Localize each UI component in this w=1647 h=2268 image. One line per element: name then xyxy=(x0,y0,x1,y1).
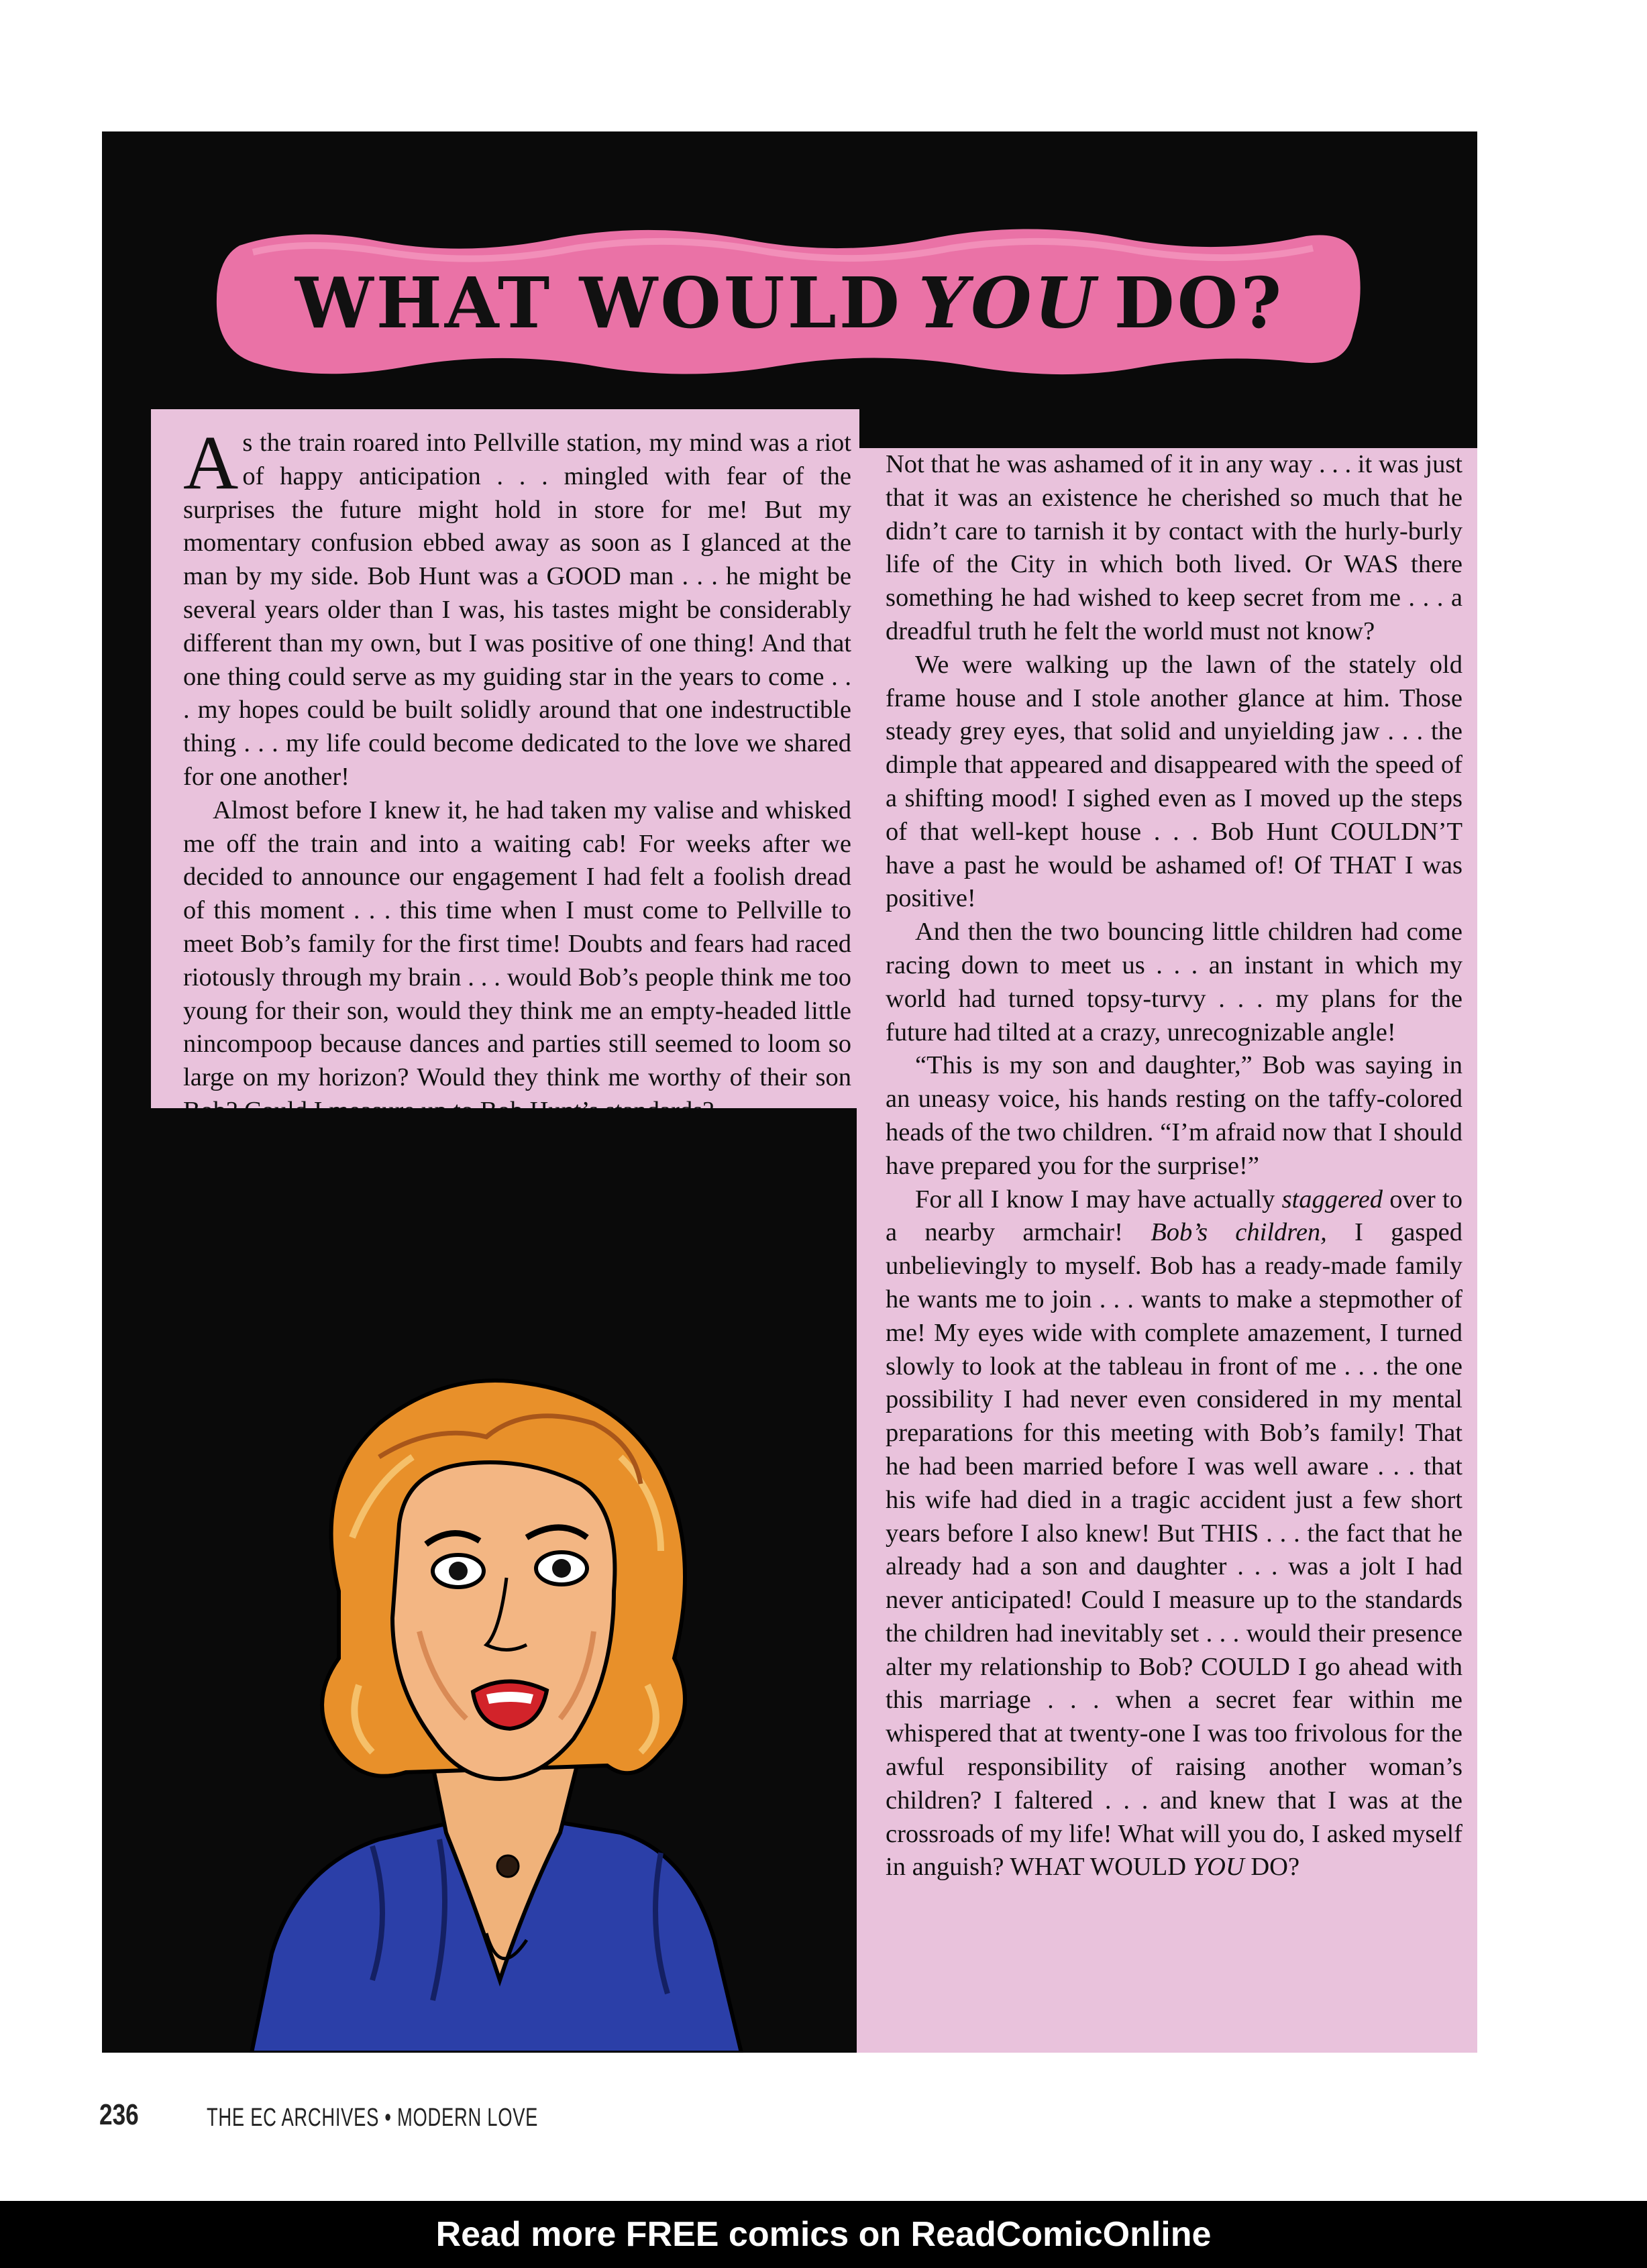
page-number: 236 xyxy=(99,2098,139,2131)
title-emphasis: YOU xyxy=(918,261,1098,344)
book-title: THE EC ARCHIVES • MODERN LOVE xyxy=(207,2104,539,2132)
pendant xyxy=(497,1855,519,1877)
woman-portrait-illustration xyxy=(151,1108,857,2053)
story-panel xyxy=(102,131,1477,2053)
drop-cap: A xyxy=(183,420,239,505)
story-column-left xyxy=(151,409,859,1108)
promo-banner-text[interactable]: Read more FREE comics on ReadComicOnline xyxy=(435,2215,1212,2254)
title-banner xyxy=(213,219,1367,386)
page-title xyxy=(213,219,1367,386)
title-before: WHAT WOULD xyxy=(295,261,902,344)
promo-banner[interactable] xyxy=(0,2201,1647,2268)
story-paragraph xyxy=(183,420,851,794)
page-footer xyxy=(99,2098,539,2132)
story-paragraph-final: For all I know I may have actually staggered over to a nearby armchair! Bob’s children, I gasped unbelievingly to myself. Bob has a ready-made family he wants me to join . . . wants to make a stepmother of me! My eyes wide with complete amazement, I turned slowly to look at the tableau in front of me . . . the one possibility I had never even considered in my mental preparations for this meeting with Bob’s family! That he had been married before I was well aware . . . that his wife had died in a tragic accident just a few short years before I also knew! But THIS . . . the fact that he already had a son and daughter . . . was a jolt I had never anticipated! Could I measure up to the standards the children had inevitably set . . . would their presence alter my relationship to Bob? COULD I go ahead with this marriage . . . when a secret fear within me whispered that at twenty-one I was too frivolous for the awful responsibility of raising another woman’s children? I faltered . . . and knew that I was at the crossroads of my life! What will you do, I asked myself in anguish? WHAT WOULD YOU DO? xyxy=(886,1185,1463,1882)
story-paragraph: We were walking up the lawn of the stately old frame house and I stole another glance at him. Those steady grey eyes, that solid and unyielding jaw . . . the dimple that appeared and disappeared with the speed of a shifting mood! I sighed even as I moved up the steps of that well-kept house . . . Bob Hunt COULDN’T have a past he would be ashamed of! Of THAT I was positive! xyxy=(886,650,1463,913)
story-paragraph: Not that he was ashamed of it in any way . . . it was just that it was an existence he cherished so much that he didn’t care to tarnish it by contact with the hurly-burly life of the City in which both lived. Or WAS there something he had wished to keep secret from me . . . a dreadful truth he felt the world must not know? xyxy=(886,450,1463,645)
story-column-right xyxy=(856,448,1477,2053)
story-paragraph: Almost before I knew it, he had taken my valise and whisked me off the train and into a waiting cab! For weeks after we decided to announce our engagement I had felt a foolish dread of this moment . . . this time when I must come to Pellville to meet Bob’s family for the first time! Doubts and fears had raced riotously through my brain . . . would Bob’s people think me too young for their son, would they think me an empty-headed little nincompoop because dances and parties still seemed to loom so large on my horizon? Would they think me worthy of their son xyxy=(183,796,851,1092)
story-paragraph: “This is my son and daughter,” Bob was saying in an uneasy voice, his hands resting on the taffy-colored heads of the two children. “I’m afraid now that I should have prepared you for the surprise!” xyxy=(886,1051,1463,1180)
portrait-art xyxy=(151,1108,857,2053)
story-paragraph-text: s the train roared into Pellville station, my mind was a riot of happy anticipation . . . mingled with fear of the surprises the future might hold in store for me! But my momentary confusion ebbed away as soon as I glanced at the man by my side. Bob Hunt was a GOOD man . . . he might be several years older than I was, his tastes might be considerably different than my own, but I was positive of one thing! And that one thing could serve as my guiding star in the years to come . . . my hopes could be built solidly around that one indestructible thing . . . my life could become dedicated to the love we shared for one another! xyxy=(183,429,851,791)
title-after: DO? xyxy=(1114,261,1285,344)
story-paragraph: And then the two bouncing little children had come racing down to meet us . . . an instant in which my world had turned topsy-turvy . . . my plans for the future had tilted at a crazy, unrecognizable angle! xyxy=(886,918,1463,1046)
